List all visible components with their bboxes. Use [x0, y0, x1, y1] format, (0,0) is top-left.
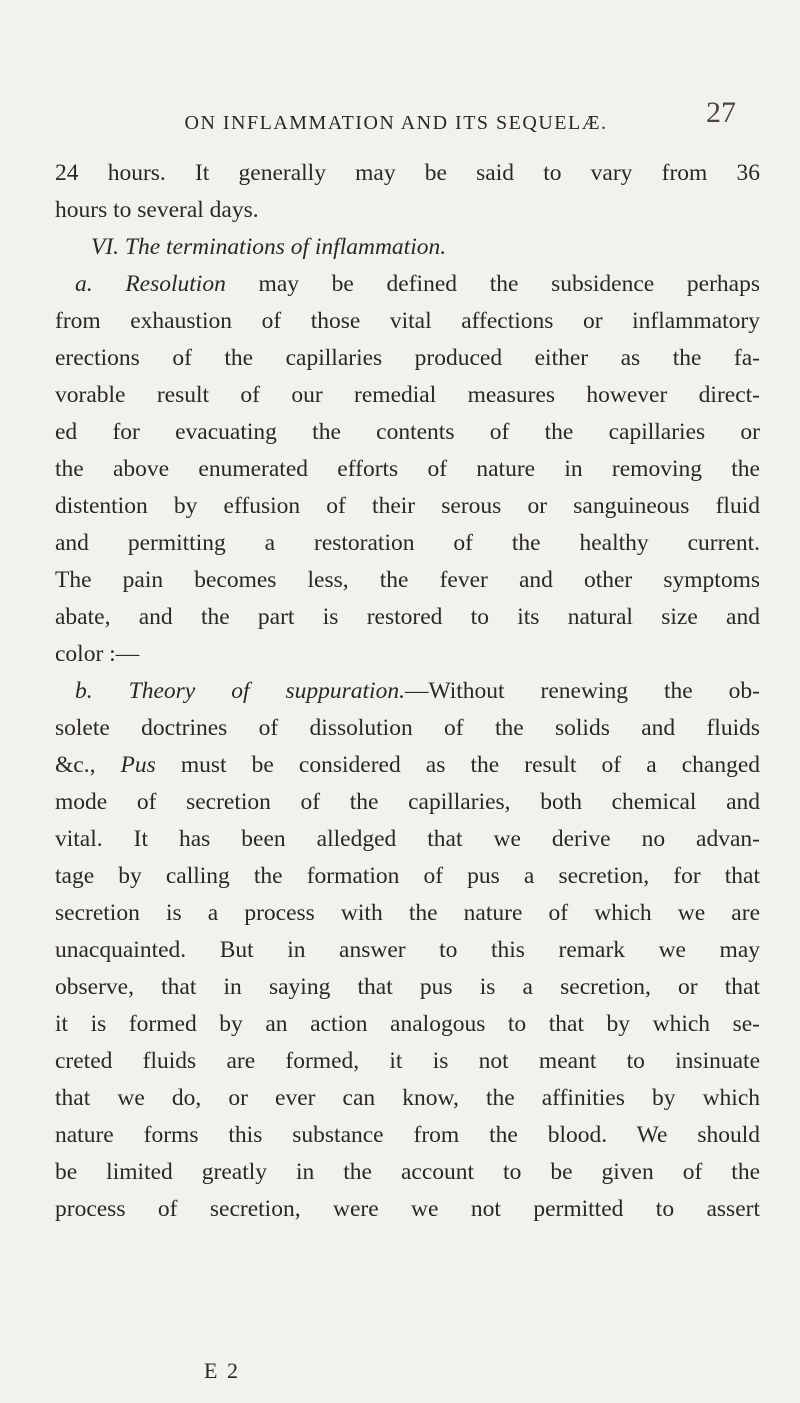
running-head: ON INFLAMMATION AND ITS SEQUELÆ. [184, 112, 608, 134]
text-run: nature forms this substance from the blood. We should [55, 1122, 760, 1148]
text-run: may be defined the subsidence perhaps [225, 271, 760, 297]
text-line [55, 266, 760, 303]
text-line [55, 340, 760, 377]
text-run: creted fluids are formed, it is not meant to insinuate [55, 1048, 760, 1074]
italic-run: Pus [120, 752, 156, 778]
text-line [55, 969, 760, 1006]
text-run: must be considered as the result of a changed [155, 752, 760, 778]
text-line [55, 488, 760, 525]
text-line [55, 1154, 760, 1191]
text-run: abate, and the part is restored to its natural size and [55, 604, 760, 630]
text-line [55, 1080, 760, 1117]
italic-run: a. Resolution [75, 271, 226, 297]
text-line [55, 303, 760, 340]
text-line [55, 673, 760, 710]
text-run: mode of secretion of the capillaries, both chemical and [55, 789, 760, 815]
text-run: process of secretion, were we not permitted to assert [55, 1196, 760, 1222]
text-run: color :— [55, 641, 140, 667]
text-run: ed for evacuating the contents of the capillaries or [55, 419, 760, 445]
text-line [55, 229, 760, 266]
text-line [55, 525, 760, 562]
text-line [55, 414, 760, 451]
text-run: the above enumerated efforts of nature in removing the [55, 456, 760, 482]
text-run: observe, that in saying that pus is a secretion, or that [55, 974, 760, 1000]
text-run: distention by effusion of their serous or sanguineous fluid [55, 493, 760, 519]
text-line [55, 599, 760, 636]
text-run: hours to several days. [55, 197, 259, 223]
signature-mark: E 2 [204, 1358, 240, 1383]
text-run: that we do, or ever can know, the affinities by which [55, 1085, 760, 1111]
text-line [55, 747, 760, 784]
text-line [55, 636, 760, 673]
text-line [55, 377, 760, 414]
text-run: secretion is a process with the nature of which we are [55, 900, 760, 926]
text-line [55, 710, 760, 747]
text-line [55, 1006, 760, 1043]
text-line [55, 895, 760, 932]
text-run: it is formed by an action analogous to that by which se- [55, 1011, 760, 1037]
text-line [55, 155, 760, 192]
text-run: 24 hours. It generally may be said to vary from 36 [55, 160, 760, 186]
text-run: unacquainted. But in answer to this remark we may [55, 937, 760, 963]
text-line [55, 1043, 760, 1080]
page-number: 27 [706, 96, 736, 129]
text-run: &c., [55, 752, 121, 778]
text-run: from exhaustion of those vital affections or inflammatory [55, 308, 760, 334]
italic-run: VI. The terminations of inflammation. [91, 234, 447, 260]
text-line [55, 821, 760, 858]
text-line [55, 192, 760, 229]
text-run: erections of the capillaries produced either as the fa- [55, 345, 760, 371]
text-line [55, 451, 760, 488]
text-line [55, 784, 760, 821]
text-line [55, 858, 760, 895]
text-run: solete doctrines of dissolution of the solids and fluids [55, 715, 760, 741]
text-run: The pain becomes less, the fever and other symptoms [55, 567, 760, 593]
text-line [55, 562, 760, 599]
text-line [55, 932, 760, 969]
text-run: and permitting a restoration of the healthy current. [55, 530, 760, 556]
body-text [55, 155, 760, 1228]
text-run: —Without renewing the ob- [404, 678, 760, 704]
italic-run: b. Theory of suppuration. [75, 678, 405, 704]
text-line [55, 1117, 760, 1154]
text-run: vorable result of our remedial measures however direct- [55, 382, 760, 408]
text-line [55, 1191, 760, 1228]
text-run: tage by calling the formation of pus a secretion, for that [55, 863, 760, 889]
text-run: be limited greatly in the account to be given of the [55, 1159, 760, 1185]
text-run: vital. It has been alledged that we derive no advan- [55, 826, 760, 852]
